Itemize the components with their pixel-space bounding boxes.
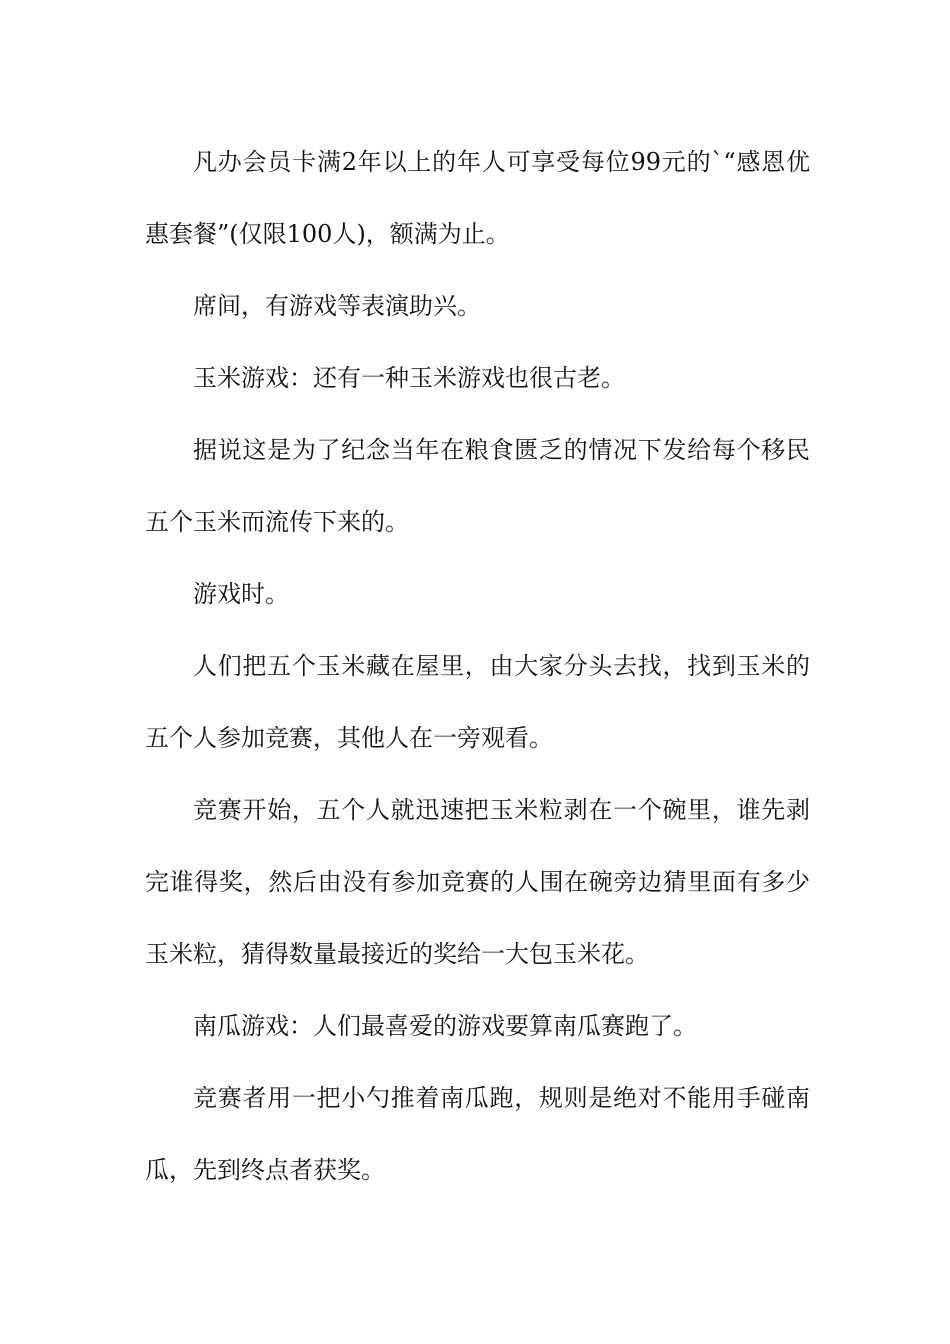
paragraph-corn-game-origin: 据说这是为了纪念当年在粮食匮乏的情况下发给每个移民五个玉米而流传下来的。 (145, 436, 810, 536)
paragraph-corn-game-intro: 玉米游戏：还有一种玉米游戏也很古老。 (193, 364, 625, 392)
paragraph-pumpkin-game-intro: 南瓜游戏：人们最喜爱的游戏要算南瓜赛跑了。 (193, 1012, 697, 1040)
paragraph-hide-corn: 人们把五个玉米藏在屋里，由大家分头去找，找到玉米的五个人参加竞赛，其他人在一旁观看。 (145, 652, 810, 752)
paragraph-entertainment: 席间，有游戏等表演助兴。 (193, 292, 481, 320)
paragraph-competition: 竞赛开始，五个人就迅速把玉米粒剥在一个碗里，谁先剥完谁得奖，然后由没有参加竞赛的人围在碗旁边猜里面有多少玉米粒，猜得数量最接近的奖给一大包玉米花。 (145, 796, 810, 968)
paragraph-pumpkin-rules: 竞赛者用一把小勺推着南瓜跑，规则是绝对不能用手碰南瓜，先到终点者获奖。 (145, 1084, 810, 1184)
paragraph-game-time: 游戏时。 (193, 580, 289, 608)
document-body (145, 126, 810, 1206)
paragraph-membership-offer: 凡办会员卡满2年以上的年人可享受每位99元的`“感恩优惠套餐”(仅限100人)，额满为止。 (145, 148, 810, 248)
